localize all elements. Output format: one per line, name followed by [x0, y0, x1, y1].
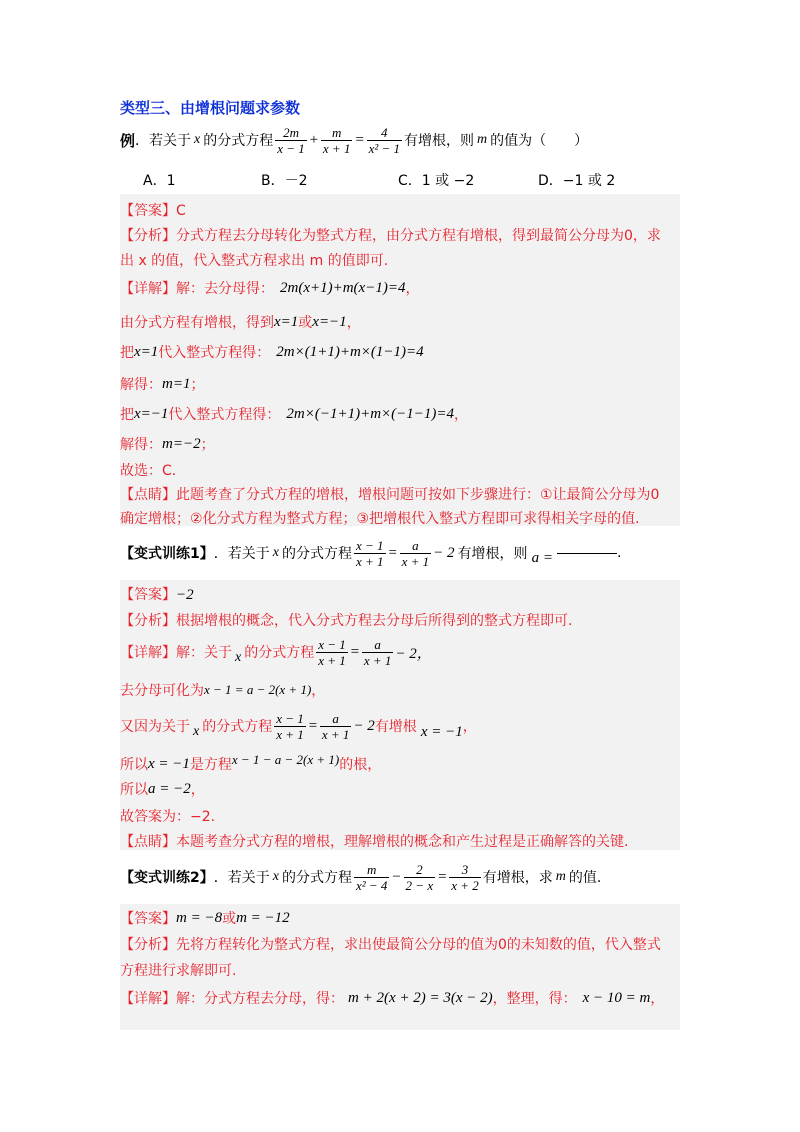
comment-text-2: 确定增根；②化分式方程为整式方程；③把增根代入整式方程即可求得相关字母的值. — [120, 511, 640, 527]
fraction — [316, 637, 348, 668]
detail-text: 把 — [120, 407, 134, 423]
fraction — [400, 538, 432, 569]
operator: − 2 — [433, 544, 455, 561]
example-suffix: 有增根，则 — [404, 133, 475, 149]
variant1-mid: 的分式方程 — [281, 546, 352, 562]
option-b: B．－2 — [261, 173, 308, 189]
variant1-answer-box — [120, 580, 680, 850]
fraction — [320, 711, 352, 742]
equation: 2m(x+1)+m(x−1)=4 — [280, 279, 406, 296]
punct: ， — [462, 719, 477, 735]
equation: x=−1 — [134, 405, 169, 422]
detail-text: 所以 — [120, 757, 148, 773]
equation: 2m×(−1+1)+m×(−1−1)=4 — [286, 405, 455, 422]
detail-text: 的分式方程 — [202, 719, 273, 735]
frac-num: 3 — [461, 861, 469, 877]
punct: ； — [190, 377, 205, 393]
section-title: 类型三、由增根问题求参数 — [120, 99, 301, 117]
punct: ， — [190, 782, 205, 798]
detail-text: 或 — [298, 315, 313, 331]
blank-lhs: a = — [531, 549, 553, 566]
detail-tag: 【详解】 — [120, 991, 176, 1007]
fraction — [275, 125, 307, 156]
variant1-suffix: 有增根，则 — [457, 546, 528, 562]
example-mid: 的分式方程 — [203, 133, 274, 149]
example-suffix-2: 的值为（ ） — [490, 133, 589, 149]
var-x: x — [272, 869, 279, 884]
frac-den: x + 1 — [401, 553, 430, 569]
analysis-text-2: 出 x 的值，代入整式方程求出 m 的值即可. — [120, 253, 389, 269]
equation: x = −1 — [420, 723, 463, 740]
frac-num: m — [367, 861, 377, 877]
detail-text: 故答案为：−2. — [120, 809, 216, 825]
frac-num: 2 — [416, 861, 423, 877]
frac-den: 2 − x — [405, 877, 434, 893]
variant2-suffix: 有增根，求 — [482, 870, 553, 886]
detail-text: 把 — [120, 345, 134, 361]
frac-den: x² − 4 — [355, 877, 388, 893]
frac-num: x − 1 — [318, 636, 346, 652]
fraction — [354, 538, 386, 569]
equation: x = −1 — [148, 755, 190, 772]
var-x: x — [193, 724, 200, 739]
detail-text: 解：分式方程去分母，得： — [176, 991, 344, 1007]
var-m: m — [477, 132, 488, 147]
detail-text: 的分式方程 — [244, 645, 315, 661]
option-a: A．1 — [143, 173, 176, 189]
frac-den: x + 1 — [276, 726, 304, 742]
operator: − — [391, 868, 402, 885]
variant1-prefix: ．若关于 — [213, 546, 270, 562]
operator: = — [354, 131, 365, 148]
example-answer-box — [120, 194, 680, 526]
operator: + — [308, 131, 319, 148]
frac-den: x + 1 — [322, 140, 351, 156]
detail-text: 所以 — [120, 782, 148, 798]
variant1-question — [120, 531, 621, 575]
equation: x − 1 = a − 2(x + 1) — [204, 682, 312, 697]
operator: = — [307, 717, 318, 734]
analysis-tag: 【分析】 — [120, 937, 176, 953]
option-d: D．−1 或 2 — [538, 173, 616, 189]
equation: x=−1 — [312, 313, 347, 330]
punct: ， — [311, 683, 326, 699]
variant2-answer-box — [120, 904, 680, 1030]
answer-tag: 【答案】 — [120, 911, 176, 927]
punct: ， — [346, 315, 361, 331]
fraction — [367, 125, 402, 156]
equation: m = −12 — [236, 909, 290, 926]
variant2-suffix-2: 的值. — [568, 870, 602, 886]
detail-text: 代入整式方程得： — [158, 345, 271, 361]
frac-den: x + 1 — [318, 652, 346, 668]
punct: ， — [405, 281, 420, 297]
detail-text: 故选：C. — [120, 463, 177, 479]
equation: x=1 — [274, 313, 299, 330]
comment-text: 本题考查分式方程的增根，理解增根的概念和产生过程是正确解答的关键. — [176, 834, 629, 850]
example-question — [120, 118, 588, 162]
frac-num: 4 — [381, 124, 388, 140]
equation: m = −8 — [176, 909, 223, 926]
variant2-mid: 的分式方程 — [281, 870, 352, 886]
frac-num: 2m — [283, 124, 299, 140]
option-c: C．1 或 −2 — [398, 173, 475, 189]
operator: = — [349, 643, 360, 660]
analysis-tag: 【分析】 — [120, 228, 176, 244]
variant2-question — [120, 855, 601, 899]
comment-tag: 【点睛】 — [120, 834, 176, 850]
frac-den: x − 1 — [277, 140, 305, 156]
detail-text: 解得： — [120, 437, 162, 453]
detail-text: 解：关于 — [176, 645, 232, 661]
detail-text: 由分式方程有增根，得到 — [120, 315, 274, 331]
frac-den: x + 1 — [363, 652, 392, 668]
fraction — [354, 862, 389, 893]
frac-den: x + 2 — [451, 877, 479, 893]
detail-text: ，整理，得： — [492, 991, 577, 1007]
operator: − 2， — [395, 645, 432, 662]
var-m: m — [555, 869, 566, 884]
detail-text: 的根， — [339, 757, 382, 773]
detail-text: 又因为关于 — [120, 719, 190, 735]
fraction — [404, 862, 436, 893]
analysis-text: 根据增根的概念，代入分式方程去分母后所得到的整式方程即可. — [176, 613, 573, 629]
answer-tag: 【答案】 — [120, 203, 176, 219]
answer-value: C — [176, 203, 186, 219]
answer-value: −2 — [176, 587, 194, 603]
equation: x − 1 − a − 2(x + 1) — [231, 752, 340, 767]
punct: ， — [650, 991, 665, 1007]
punct: ； — [200, 437, 215, 453]
fraction — [321, 125, 353, 156]
detail-text: 或 — [222, 911, 237, 927]
detail-tag: 【详解】 — [120, 281, 176, 297]
equation: 2m×(1+1)+m×(1−1)=4 — [276, 343, 424, 360]
punct: ， — [454, 407, 469, 423]
example-label: 例 — [120, 131, 136, 150]
equation: m + 2(x + 2) = 3(x − 2) — [348, 989, 493, 1006]
var-x: x — [194, 132, 201, 147]
frac-num: x − 1 — [276, 710, 304, 726]
analysis-text-2: 方程进行求解即可. — [120, 963, 237, 979]
equation: x − 10 = m — [582, 989, 651, 1006]
var-x: x — [272, 545, 279, 560]
frac-num: a — [374, 636, 381, 652]
frac-num: a — [332, 710, 339, 726]
analysis-text: 先将方程转化为整式方程，求出使最简公分母的值为0的未知数的值，代入整式 — [176, 937, 661, 953]
frac-num: a — [412, 537, 419, 553]
comment-tag: 【点睛】 — [120, 487, 176, 503]
detail-text: 解得： — [120, 377, 162, 393]
detail-text: 解：去分母得： — [176, 281, 274, 297]
variant2-label: 【变式训练2】 — [120, 870, 214, 886]
frac-den: x + 1 — [321, 726, 350, 742]
analysis-tag: 【分析】 — [120, 613, 176, 629]
detail-text: 去分母可化为 — [120, 683, 204, 699]
fraction — [449, 862, 481, 893]
var-x: x — [235, 650, 242, 665]
detail-text: 代入整式方程得： — [168, 407, 281, 423]
frac-num: x − 1 — [355, 537, 384, 553]
frac-den: x² − 1 — [368, 140, 401, 156]
equation: x=1 — [134, 343, 159, 360]
equation: m=1 — [162, 375, 191, 392]
equation: a = −2 — [148, 780, 191, 797]
detail-tag: 【详解】 — [120, 645, 176, 661]
answer-tag: 【答案】 — [120, 587, 176, 603]
equation: m=−2 — [162, 435, 201, 452]
detail-text: 是方程 — [189, 757, 232, 773]
example-prefix: ．若关于 — [135, 133, 192, 149]
frac-num: m — [331, 124, 342, 140]
fraction — [274, 711, 306, 742]
analysis-text: 分式方程去分母转化为整式方程，由分式方程有增根，得到最简公分母为0，求 — [176, 228, 661, 244]
punct: . — [616, 545, 622, 561]
frac-den: x + 1 — [355, 553, 384, 569]
comment-text: 此题考查了分式方程的增根，增根问题可按如下步骤进行：①让最简公分母为0 — [176, 487, 660, 503]
detail-text: 有增根 — [374, 719, 417, 735]
variant2-prefix: ．若关于 — [213, 870, 270, 886]
variant1-label: 【变式训练1】 — [120, 546, 214, 562]
answer-blank — [557, 553, 617, 554]
operator: = — [437, 868, 448, 885]
fraction — [362, 637, 394, 668]
operator: = — [387, 544, 398, 561]
operator: − 2 — [353, 717, 375, 734]
